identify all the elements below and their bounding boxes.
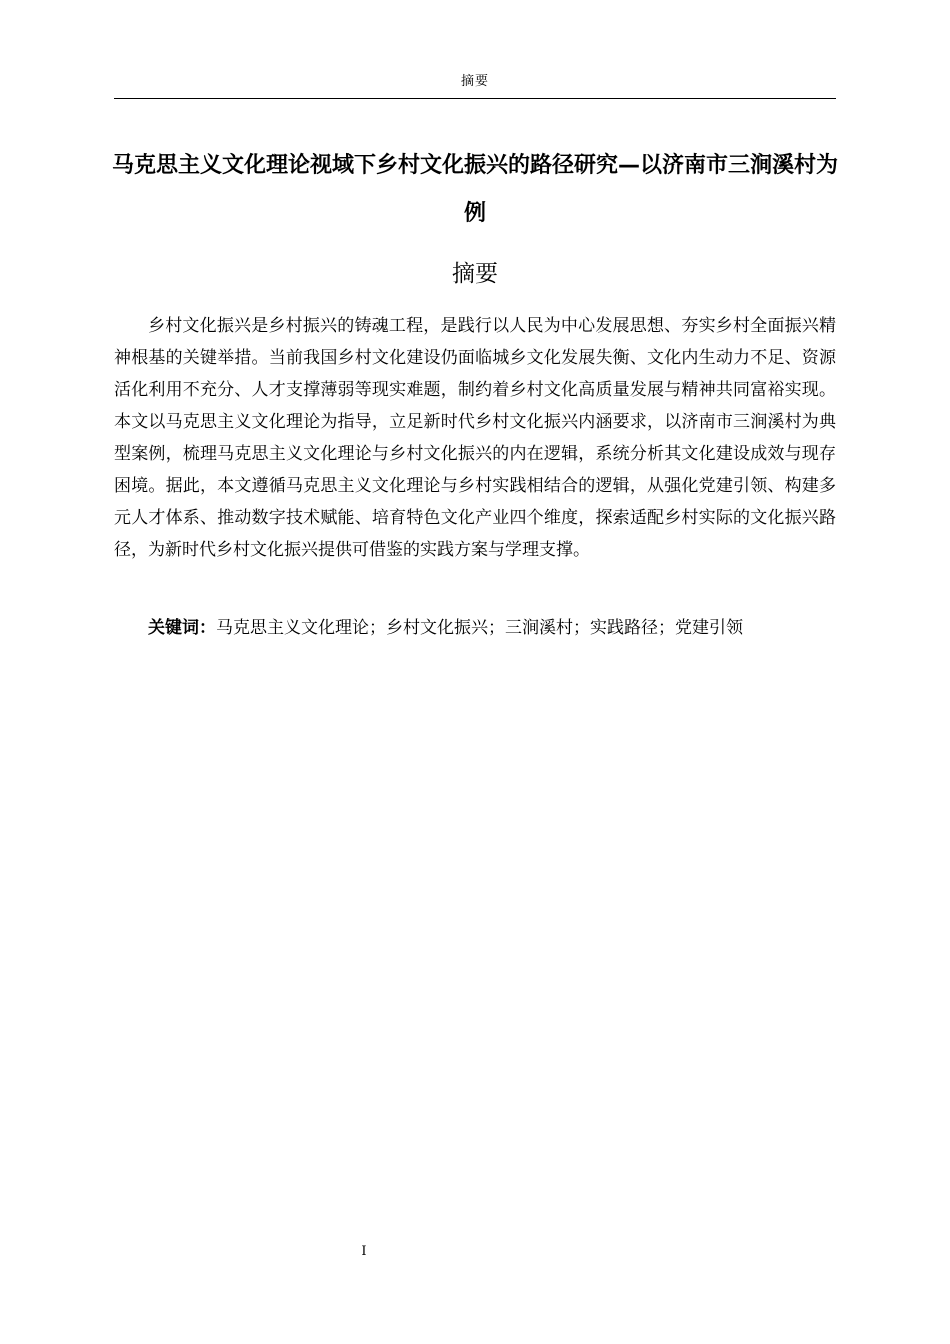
abstract-heading: 摘要	[452, 261, 498, 287]
keywords-label: 关键词：	[148, 618, 216, 638]
abstract-body: 乡村文化振兴是乡村振兴的铸魂工程，是践行以人民为中心发展思想、夯实乡村全面振兴精神根基的关键举措。当前我国乡村文化建设仍面临城乡文化发展失衡、文化内生动力不足、资源活化利用不充分、人才支撑薄弱等现实难题，制约着乡村文化高质量发展与精神共同富裕实现。本文以马克思主义文化理论为指导，立足新时代乡村文化振兴内涵要求，以济南市三涧溪村为典型案例，梳理马克思主义文化理论与乡村文化振兴的内在逻辑，系统分析其文化建设成效与现存困境。据此，本文遵循马克思主义文化理论与乡村实践相结合的逻辑，从强化党建引领、构建多元人才体系、推动数字技术赋能、培育特色文化产业四个维度，探索适配乡村实际的文化振兴路径，为新时代乡村文化振兴提供可借鉴的实践方案与学理支撑。	[114, 316, 836, 560]
keywords-value: 马克思主义文化理论；乡村文化振兴；三涧溪村；实践路径；党建引领	[216, 618, 743, 638]
running-header: 摘要	[460, 74, 489, 89]
page-number: I	[361, 1244, 367, 1259]
keywords-line	[148, 612, 838, 644]
header-rule	[114, 98, 836, 99]
paper-title: 马克思主义文化理论视域下乡村文化振兴的路径研究—以济南市三涧溪村为例	[111, 153, 838, 226]
